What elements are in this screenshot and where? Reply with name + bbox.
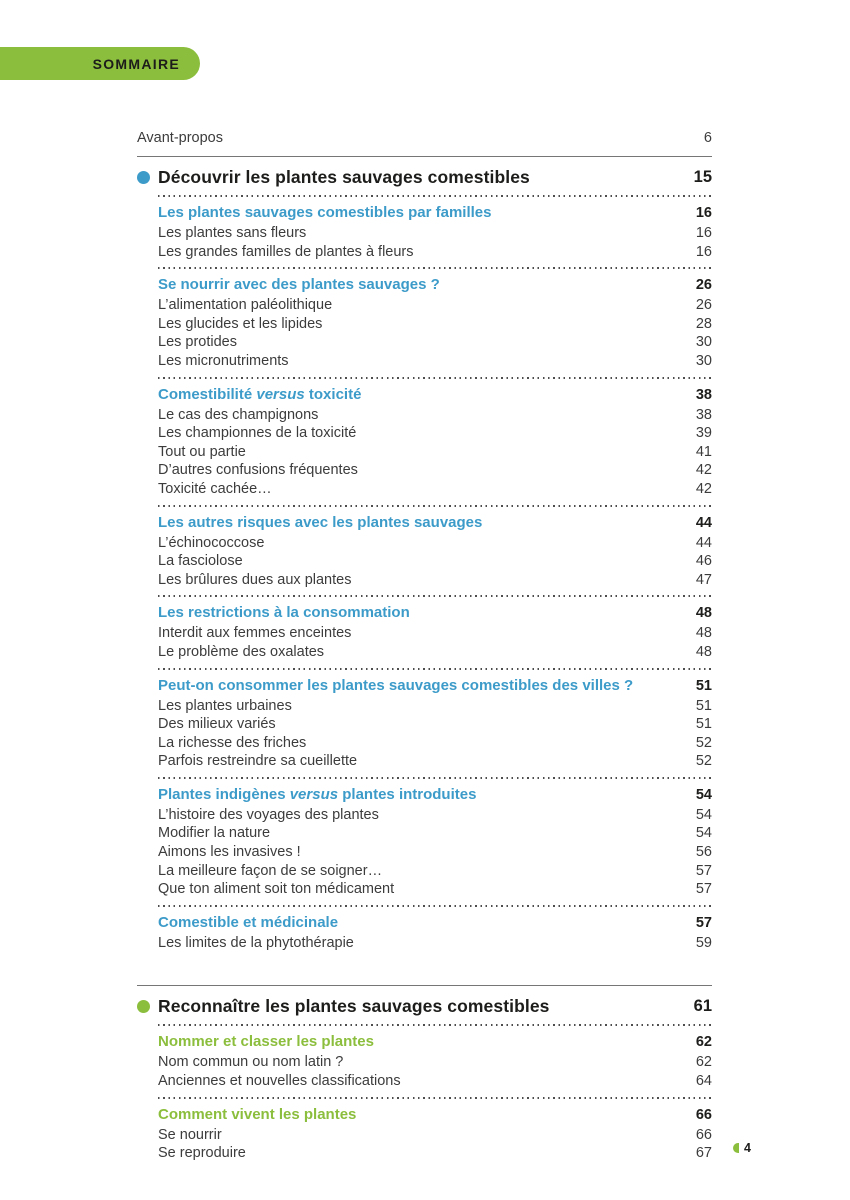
page-footer — [733, 1141, 751, 1155]
entry-page: 30 — [695, 352, 712, 369]
table-of-contents — [137, 130, 712, 1169]
toc-group — [158, 1097, 712, 1169]
toc-group — [158, 668, 712, 777]
heading-text: Nommer et classer les plantes — [158, 1033, 374, 1051]
entry-label: Les limites de la phytothérapie — [158, 934, 354, 951]
entry-page: 56 — [695, 844, 712, 861]
group-heading — [158, 785, 476, 804]
heading-text: Se nourrir avec des plantes sauvages ? — [158, 276, 440, 294]
group-items — [158, 406, 712, 499]
toc-entry — [158, 461, 712, 480]
heading-text: toxicité — [304, 385, 362, 403]
heading-text: Comment vivent les plantes — [158, 1105, 357, 1123]
toc-group — [158, 377, 712, 505]
entry-page: 54 — [695, 806, 712, 823]
entry-label: Les brûlures dues aux plantes — [158, 571, 352, 588]
toc-section — [137, 985, 712, 1168]
group-page: 16 — [695, 205, 712, 221]
entry-label: Le cas des champignons — [158, 406, 319, 423]
bullet-icon — [137, 1000, 150, 1013]
group-items — [158, 934, 712, 953]
entry-page: 6 — [703, 130, 712, 146]
group-items — [158, 1126, 712, 1163]
group-page: 26 — [695, 277, 712, 294]
entry-page: 39 — [695, 425, 712, 442]
heading-text: plantes introduites — [338, 785, 477, 803]
entry-label: Les championnes de la toxicité — [158, 425, 357, 442]
entry-page: 67 — [695, 1145, 712, 1162]
page-number: 4 — [744, 1141, 751, 1155]
group-items — [158, 1053, 712, 1090]
entry-label: Tout ou partie — [158, 443, 246, 460]
entry-page: 42 — [695, 462, 712, 479]
group-heading — [158, 1032, 374, 1051]
toc-entry — [158, 352, 712, 371]
group-items — [158, 806, 712, 899]
toc-entry-front-matter — [137, 130, 712, 156]
toc-group — [158, 595, 712, 667]
toc-entry — [158, 880, 712, 899]
section-title: Reconnaître les plantes sauvages comestibles — [158, 996, 550, 1017]
entry-label: La fasciolose — [158, 553, 243, 570]
group-heading-row — [158, 603, 712, 623]
group-heading — [158, 203, 492, 222]
group-heading-row — [158, 203, 712, 223]
toc-group — [158, 1024, 712, 1096]
entry-page: 38 — [695, 406, 712, 423]
entry-page: 62 — [695, 1054, 712, 1071]
toc-entry — [158, 1053, 712, 1072]
group-items — [158, 534, 712, 590]
toc-entry — [158, 480, 712, 499]
toc-entry — [158, 752, 712, 771]
group-page: 51 — [695, 677, 712, 694]
entry-label: Modifier la nature — [158, 825, 271, 842]
entry-label: L’échinococcose — [158, 534, 265, 551]
entry-page: 48 — [695, 625, 712, 642]
entry-label: Les plantes sans fleurs — [158, 225, 307, 241]
group-heading — [158, 513, 482, 532]
toc-entry — [158, 224, 712, 243]
entry-label: Nom commun ou nom latin ? — [158, 1054, 344, 1071]
entry-label: Parfois restreindre sa cueillette — [158, 753, 358, 770]
entry-page: 59 — [695, 934, 712, 951]
heading-text: Les restrictions à la consommation — [158, 604, 410, 622]
heading-text: Plantes indigènes — [158, 785, 290, 803]
section-title: Découvrir les plantes sauvages comestibles — [158, 167, 530, 187]
group-heading-row — [158, 513, 712, 533]
heading-text: Les plantes sauvages comestibles par familles — [158, 204, 492, 221]
entry-label: Se reproduire — [158, 1145, 246, 1162]
toc-group — [158, 195, 712, 267]
group-items — [158, 296, 712, 370]
section-title-row — [137, 167, 712, 188]
badge-label: SOMMAIRE — [92, 55, 180, 72]
group-heading-row — [158, 1032, 712, 1052]
toc-entry — [158, 697, 712, 716]
group-page: 44 — [695, 514, 712, 531]
group-heading — [158, 1105, 356, 1124]
toc-entry — [158, 1126, 712, 1145]
entry-page: 47 — [695, 571, 712, 588]
entry-page: 16 — [695, 243, 712, 260]
toc-group — [158, 267, 712, 376]
section-title-row — [137, 996, 712, 1017]
group-heading-row — [158, 1105, 712, 1125]
heading-text: Comestibilité — [158, 385, 257, 403]
entry-label: Se nourrir — [158, 1126, 222, 1143]
entry-label: Toxicité cachée… — [158, 480, 272, 497]
toc-group — [158, 777, 712, 905]
entry-page: 51 — [695, 716, 712, 733]
group-heading — [158, 385, 361, 404]
half-disc-icon — [733, 1143, 739, 1153]
sommaire-badge — [0, 47, 200, 80]
toc-entry — [158, 315, 712, 334]
toc-entry — [158, 406, 712, 425]
entry-page: 51 — [695, 697, 712, 714]
entry-page: 30 — [695, 334, 712, 351]
entry-page: 41 — [695, 443, 712, 460]
entry-page: 54 — [695, 825, 712, 842]
entry-label: Des milieux variés — [158, 716, 276, 733]
toc-entry — [158, 333, 712, 352]
toc-entry — [158, 424, 712, 443]
entry-label: La richesse des friches — [158, 734, 307, 751]
toc-entry — [158, 552, 712, 571]
toc-entry — [158, 843, 712, 862]
toc-entry — [158, 571, 712, 590]
entry-page: 66 — [695, 1126, 712, 1143]
entry-page: 64 — [695, 1073, 712, 1090]
entry-label: L’histoire des voyages des plantes — [158, 806, 379, 823]
entry-label: L’alimentation paléolithique — [158, 297, 333, 314]
toc-entry — [158, 1144, 712, 1163]
entry-label: La meilleure façon de se soigner… — [158, 862, 383, 879]
group-page: 57 — [695, 914, 712, 931]
entry-page: 57 — [695, 862, 712, 879]
entry-label: Aimons les invasives ! — [158, 844, 301, 861]
toc-entry — [158, 934, 712, 953]
entry-page: 52 — [695, 734, 712, 751]
toc-section — [137, 156, 712, 958]
toc-entry — [158, 824, 712, 843]
entry-label: Anciennes et nouvelles classifications — [158, 1073, 401, 1090]
group-page: 62 — [695, 1034, 712, 1051]
heading-italic-text: versus — [289, 785, 339, 803]
group-heading-row — [158, 785, 712, 805]
entry-page: 42 — [695, 480, 712, 497]
group-heading-row — [158, 385, 712, 405]
group-items — [158, 224, 712, 261]
entry-page: 46 — [695, 553, 712, 570]
toc-entry — [158, 715, 712, 734]
toc-entry — [158, 243, 712, 262]
entry-page: 44 — [695, 534, 712, 551]
section-page: 61 — [693, 997, 712, 1016]
section-groups — [158, 195, 712, 958]
entry-page: 48 — [695, 643, 712, 660]
toc-group — [158, 505, 712, 596]
entry-label: Les micronutriments — [158, 352, 289, 369]
entry-label: Interdit aux femmes enceintes — [158, 625, 352, 642]
heading-text: Peut-on consommer les plantes sauvages comestibles des villes ? — [158, 676, 634, 694]
group-page: 66 — [695, 1106, 712, 1123]
entry-label: Les glucides et les lipides — [158, 315, 323, 332]
group-page: 54 — [695, 786, 712, 803]
group-page: 38 — [695, 386, 712, 403]
bullet-icon — [137, 171, 150, 184]
group-heading-row — [158, 913, 712, 933]
heading-italic-text: versus — [256, 385, 305, 403]
group-heading — [158, 676, 633, 695]
entry-label: Le problème des oxalates — [158, 643, 325, 660]
toc-entry — [158, 443, 712, 462]
group-items — [158, 624, 712, 661]
toc-entry — [158, 1072, 712, 1091]
group-heading — [158, 275, 440, 294]
entry-label: Les protides — [158, 334, 237, 351]
toc-entry — [158, 806, 712, 825]
toc-entry — [158, 643, 712, 662]
entry-label: Avant-propos — [137, 130, 223, 146]
entry-label: Que ton aliment soit ton médicament — [158, 881, 395, 898]
entry-page: 57 — [695, 881, 712, 898]
toc-entry — [158, 534, 712, 553]
entry-page: 26 — [695, 297, 712, 314]
section-groups — [158, 1024, 712, 1168]
entry-label: D’autres confusions fréquentes — [158, 462, 358, 479]
entry-label: Les grandes familles de plantes à fleurs — [158, 243, 414, 260]
toc-entry — [158, 296, 712, 315]
toc-entry — [158, 734, 712, 753]
group-heading-row — [158, 676, 712, 696]
group-heading — [158, 603, 410, 622]
toc-entry — [158, 862, 712, 881]
toc-group — [158, 905, 712, 959]
group-items — [158, 697, 712, 771]
group-heading-row — [158, 275, 712, 295]
heading-text: Les autres risques avec les plantes sauvages — [158, 513, 483, 531]
entry-label: Les plantes urbaines — [158, 697, 292, 714]
toc-sections — [137, 156, 712, 1169]
entry-page: 52 — [695, 753, 712, 770]
group-page: 48 — [695, 605, 712, 622]
section-page: 15 — [693, 168, 712, 186]
group-heading — [158, 913, 338, 932]
toc-entry — [158, 624, 712, 643]
entry-page: 28 — [695, 315, 712, 332]
entry-page: 16 — [695, 225, 712, 241]
heading-text: Comestible et médicinale — [158, 913, 339, 931]
